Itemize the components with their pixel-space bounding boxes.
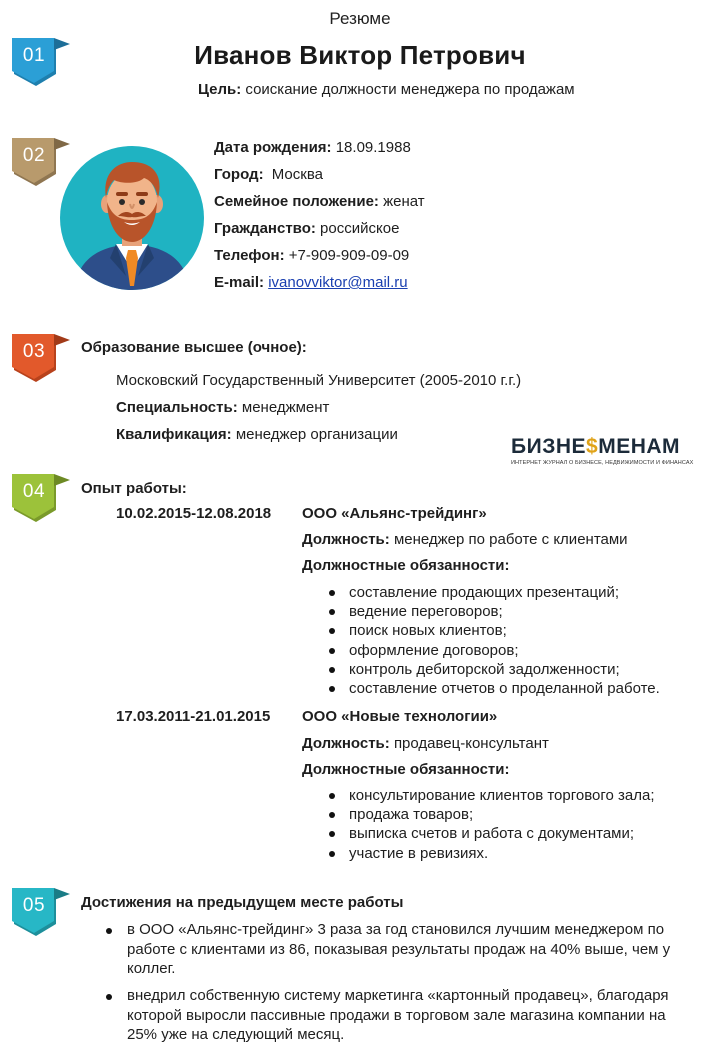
job-position-row [302,531,628,548]
qualification-label: Квалификация: [116,426,232,443]
phone-row [214,247,409,264]
list-item: контроль дебиторской задолженности; [349,660,660,679]
city-value: Москва [271,166,323,183]
citizenship-value: российское [320,220,400,237]
badge-number: 04 [22,481,46,502]
job-period: 17.03.2011-21.01.2015 [116,708,271,725]
achievement-item: в ООО «Альянс-трейдинг» 3 раза за год становился лучшим менеджером по работе с клиентами из 86, показывая результаты продаж на 40% выше, чем у коллег. [127,921,671,977]
section-badge-01 [12,34,74,92]
candidate-name: Иванов Виктор Петрович [194,40,526,70]
citizenship-row [214,220,399,237]
logo-subtitle: ИНТЕРНЕТ ЖУРНАЛ О БИЗНЕСЕ, НЕДВИЖИМОСТИ И ФИНАНСАХ [511,460,694,466]
email-label: E-mail: [214,274,265,291]
specialty-value: менеджмент [241,399,330,416]
goal-line [198,81,575,98]
badge-number: 05 [22,895,46,916]
list-item: выписка счетов и работа с документами; [349,824,655,843]
city-label: Город: [214,166,264,183]
qualification-row [116,426,398,443]
family-value: женат [383,193,425,210]
birth-date-value: 18.09.1988 [335,139,411,156]
experience-title: Опыт работы: [81,480,187,497]
document-title: Резюме [329,9,391,28]
achievement-item: внедрил собственную систему маркетинга «картонный продавец», благодаря которой выросли пассивные продажи в торговом зале магазина компании на 25% уже на следующий месяц. [127,987,669,1043]
biznesmenam-logo [511,435,701,475]
bullet-dot [106,994,112,1000]
email-row [214,274,408,291]
job-company: ООО «Альянс-трейдинг» [302,505,487,522]
list-item: продажа товаров; [349,805,655,824]
university: Московский Государственный Университет (2005-2010 г.г.) [116,372,522,389]
section-badge-03 [12,330,74,388]
specialty-row [116,399,329,416]
birth-date-row [214,139,411,156]
job-company: ООО «Новые технологии» [302,708,498,725]
phone-label: Телефон: [214,247,285,264]
birth-date-label: Дата рождения: [214,139,332,156]
position-label: Должность: [302,531,390,548]
position-value: менеджер по работе с клиентами [393,531,628,548]
logo-wordmark: БИЗНЕ$МЕНАМ [511,435,681,458]
qualification-value: менеджер организации [235,426,398,443]
family-row [214,193,425,210]
duties-list [349,786,655,863]
list-item: поиск новых клиентов; [349,621,660,640]
duties-label: Должностные обязанности: [302,557,510,574]
badge-number: 03 [22,341,46,362]
citizenship-label: Гражданство: [214,220,316,237]
list-item: участие в ревизиях. [349,844,655,863]
list-item: ведение переговоров; [349,602,660,621]
bullet-dot [106,928,112,934]
achievements-title: Достижения на предыдущем месте работы [81,894,404,911]
badge-number: 01 [22,45,46,66]
city-row [214,166,323,183]
duties-label: Должностные обязанности: [302,761,510,778]
badge-number: 02 [22,145,46,166]
section-badge-04 [12,470,74,528]
goal-value: соискание должности менеджера по продажам [245,81,575,98]
position-label: Должность: [302,735,390,752]
phone-value: +7-909-909-09-09 [288,247,410,264]
job-position-row [302,735,549,752]
list-item: составление отчетов о проделанной работе. [349,680,660,698]
section-badge-05 [12,884,74,942]
duties-list [349,583,660,698]
list-item: составление продающих презентаций; [349,583,660,602]
list-item: консультирование клиентов торгового зала; [349,787,655,804]
specialty-label: Специальность: [116,399,238,416]
education-title: Образование высшее (очное): [81,339,307,356]
avatar [60,146,204,290]
job-period: 10.02.2015-12.08.2018 [116,505,272,522]
position-value: продавец-консультант [393,735,549,752]
list-item: оформление договоров; [349,641,660,660]
goal-label: Цель: [198,81,242,98]
email-link[interactable]: ivanovviktor@mail.ru [268,274,408,291]
family-label: Семейное положение: [214,193,379,210]
